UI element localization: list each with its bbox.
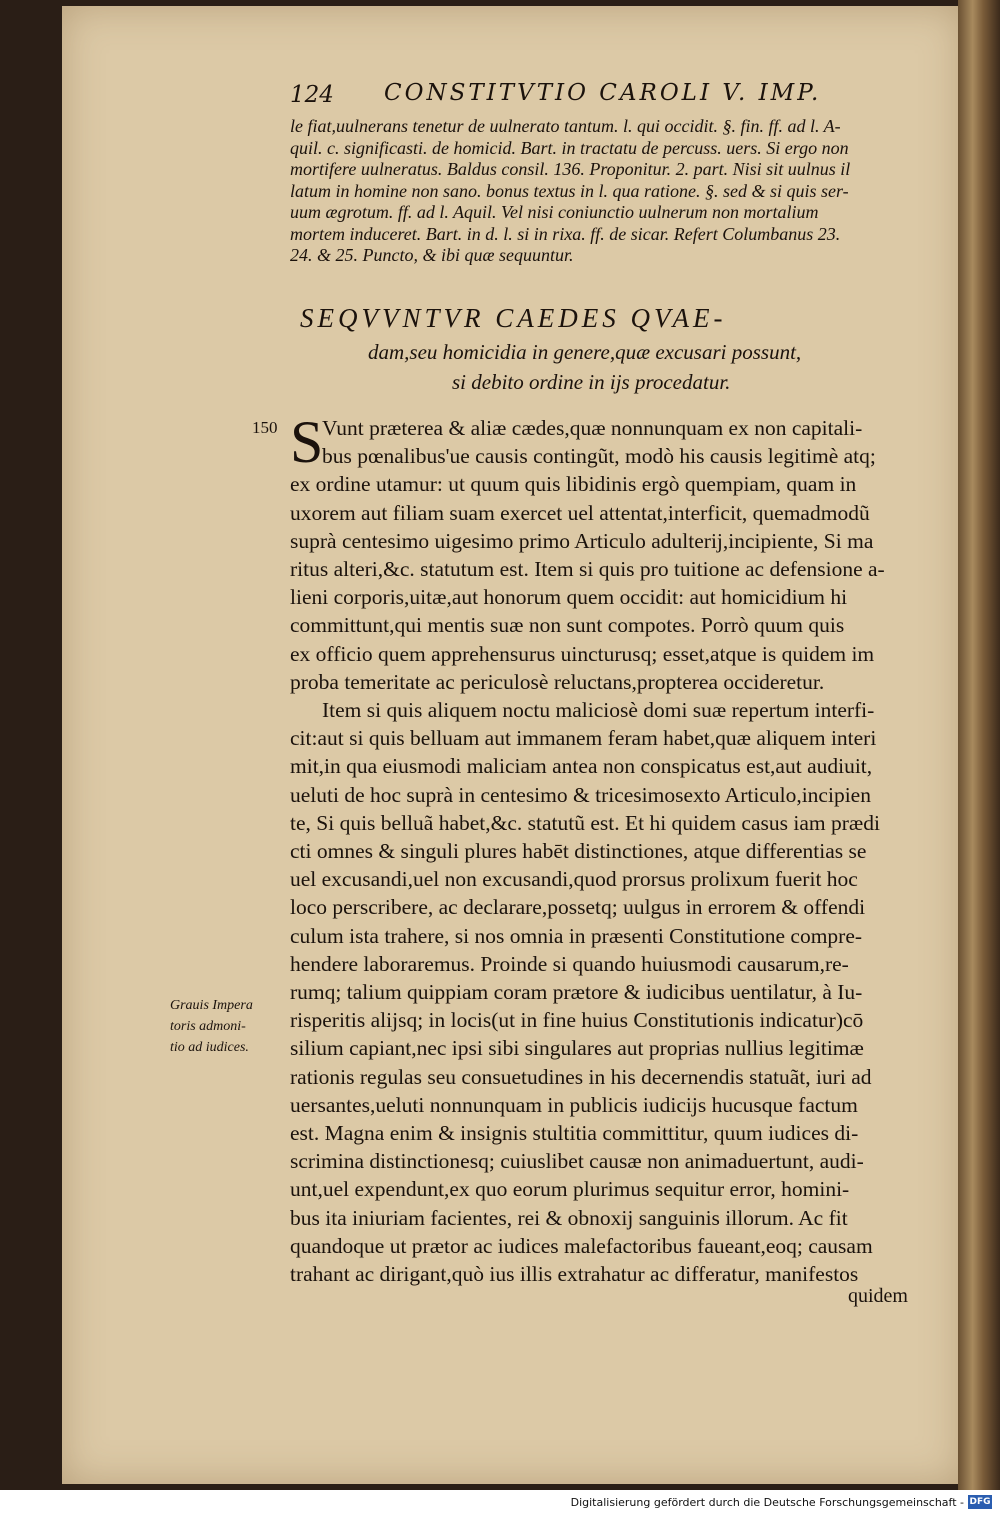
article-line: lieni corporis,uitæ,aut honorum quem occidit: aut homicidium hi [290, 585, 848, 610]
article-line: Vunt præterea & aliæ cædes,quæ nonnunquam ex non capitali- [322, 416, 863, 440]
article-line: ritus alteri,&c. statutum est. Item si quis pro tuitione ac defensione a- [290, 557, 885, 581]
article-line: trahant ac dirigant,quò ius illis extrahatur ac differatur, manifestos [290, 1262, 859, 1286]
section-heading-line: dam,seu homicidia in genere,quæ excusari possunt, [368, 340, 802, 364]
article-line: rationis regulas seu consuetudines in his decernendis statuãt, iuri ad [290, 1064, 872, 1089]
article-line: uersantes,ueluti nonnunquam in publicis iudicijs hucusque factum [290, 1092, 858, 1117]
article-line: proba temeritate ac periculosè reluctans,propterea occideretur. [290, 669, 825, 694]
article-line: scrimina distinctionesq; cuiuslibet causæ non animaduertunt, audi- [290, 1149, 864, 1174]
book-spine-edge [958, 0, 1000, 1490]
article-line: silium capiant,nec ipsi sibi singulares aut proprias nullius legitimæ [290, 1036, 864, 1061]
article-line: suprà centesimo uigesimo primo Articulo adulterij,incipiente, Si ma [290, 528, 874, 553]
article-line: cti omnes & singuli plures habēt distinctiones, atque differentias se [290, 839, 867, 863]
article-line: ex ordine utamur: ut quum quis libidinis ergò quempiam, quam in [290, 472, 857, 497]
page-number: 124 [290, 82, 334, 108]
footnote-line: mortem induceret. Bart. in d. l. si in rixa. ff. de sicar. Refert Columbanus 23. [290, 223, 841, 244]
footnote-line: 24. & 25. Puncto, & ibi quæ sequuntur. [290, 245, 574, 265]
article-line: risperitis alijsq; in locis(ut in fine huius Constitutionis indicatur)cō [290, 1008, 864, 1033]
footnote-line: mortifere uulneratus. Baldus consil. 136. Proponitur. 2. part. Nisi sit uulnus il [290, 159, 851, 179]
article-line: Item si quis aliquem noctu maliciosè domi suæ repertum interfi- [322, 698, 875, 722]
article-line: loco perscribere, ac declarare,possetq; uulgus in errorem & offendi [290, 895, 866, 920]
article-line: unt,uel expendunt,ex quo eorum plurimus sequitur error, homini- [290, 1177, 850, 1202]
article-line: bus ita iniuriam facientes, rei & obnoxij sanguinis illorum. Ac fit [290, 1205, 848, 1230]
article-line: est. Magna enim & insignis stultitia committitur, quum iudices di- [290, 1121, 859, 1145]
article-line: uxorem aut filiam suam exercet uel attentat,interficit, quemadmodũ [290, 500, 870, 525]
catchword: quidem [848, 1285, 908, 1307]
funding-credit: Digitalisierung gefördert durch die Deutsche Forschungsgemeinschaft - [570, 1496, 964, 1509]
article-line: committunt,qui mentis suæ non sunt compotes. Porrò quum quis [290, 613, 845, 638]
article-number: 150 [252, 418, 278, 437]
footnote-line: quil. c. significasti. de homicid. Bart. in tractatu de percuss. uers. Si ergo non [290, 137, 849, 158]
footnote-line: le fiat,uulnerans tenetur de uulnerato tantum. l. qui occidit. §. fin. ff. ad l. A- [290, 116, 841, 136]
article-line: quandoque ut prætor ac iudices malefactoribus faueant,eoq; causam [290, 1233, 873, 1258]
footnote-line: latum in homine non sano. bonus textus in l. qua ratione. §. sed & si quis ser- [290, 180, 849, 201]
article-line: mit,in qua eiusmodi maliciam antea non conspicatus est,aut audiuit, [290, 754, 873, 779]
article-line: cit:aut si quis belluam aut immanem feram habet,quæ aliquem interi [290, 726, 877, 751]
article-line: ex officio quem apprehensurus uincturusq; esset,atque is quidem im [290, 641, 875, 666]
dfg-logo: DFG [969, 1497, 991, 1507]
article-line: culum ista trahere, si nos omnia in præsenti Constitutione compre- [290, 923, 863, 948]
footnote-line: uum ægrotum. ff. ad l. Aquil. Vel nisi coniunctio uulnerum non mortalium [290, 202, 819, 222]
margin-note-line: Grauis Impera [170, 998, 253, 1013]
margin-note-line: toris admoni- [170, 1019, 246, 1034]
margin-note-line: tio ad iudices. [170, 1040, 249, 1055]
article-line: te, Si quis belluã habet,&c. statutũ est. Et hi quidem casus iam prædi [290, 810, 880, 835]
article-line: hendere laboraremus. Proinde si quando huiusmodi causarum,re- [290, 951, 849, 976]
section-heading-line: si debito ordine in ijs procedatur. [452, 370, 731, 394]
section-heading-line: SEQVVNTVR CAEDES QVAE- [300, 303, 727, 333]
article-line: ueluti de hoc suprà in centesimo & tricesimosexto Articulo,incipien [290, 782, 871, 807]
article-line: rumq; talium quippiam coram prætore & iudicibus uentilatur, à Iu- [290, 980, 863, 1004]
drop-initial: S [290, 409, 324, 475]
article-line: uel excusandi,uel non excusandi,quod prorsus prolixum fuerit hoc [290, 867, 858, 892]
running-head: CONSTITVTIO CAROLI V. IMP. [384, 80, 822, 106]
article-line: bus pœnalibus'ue causis contingũt, modò his causis legitimè atq; [322, 444, 876, 469]
